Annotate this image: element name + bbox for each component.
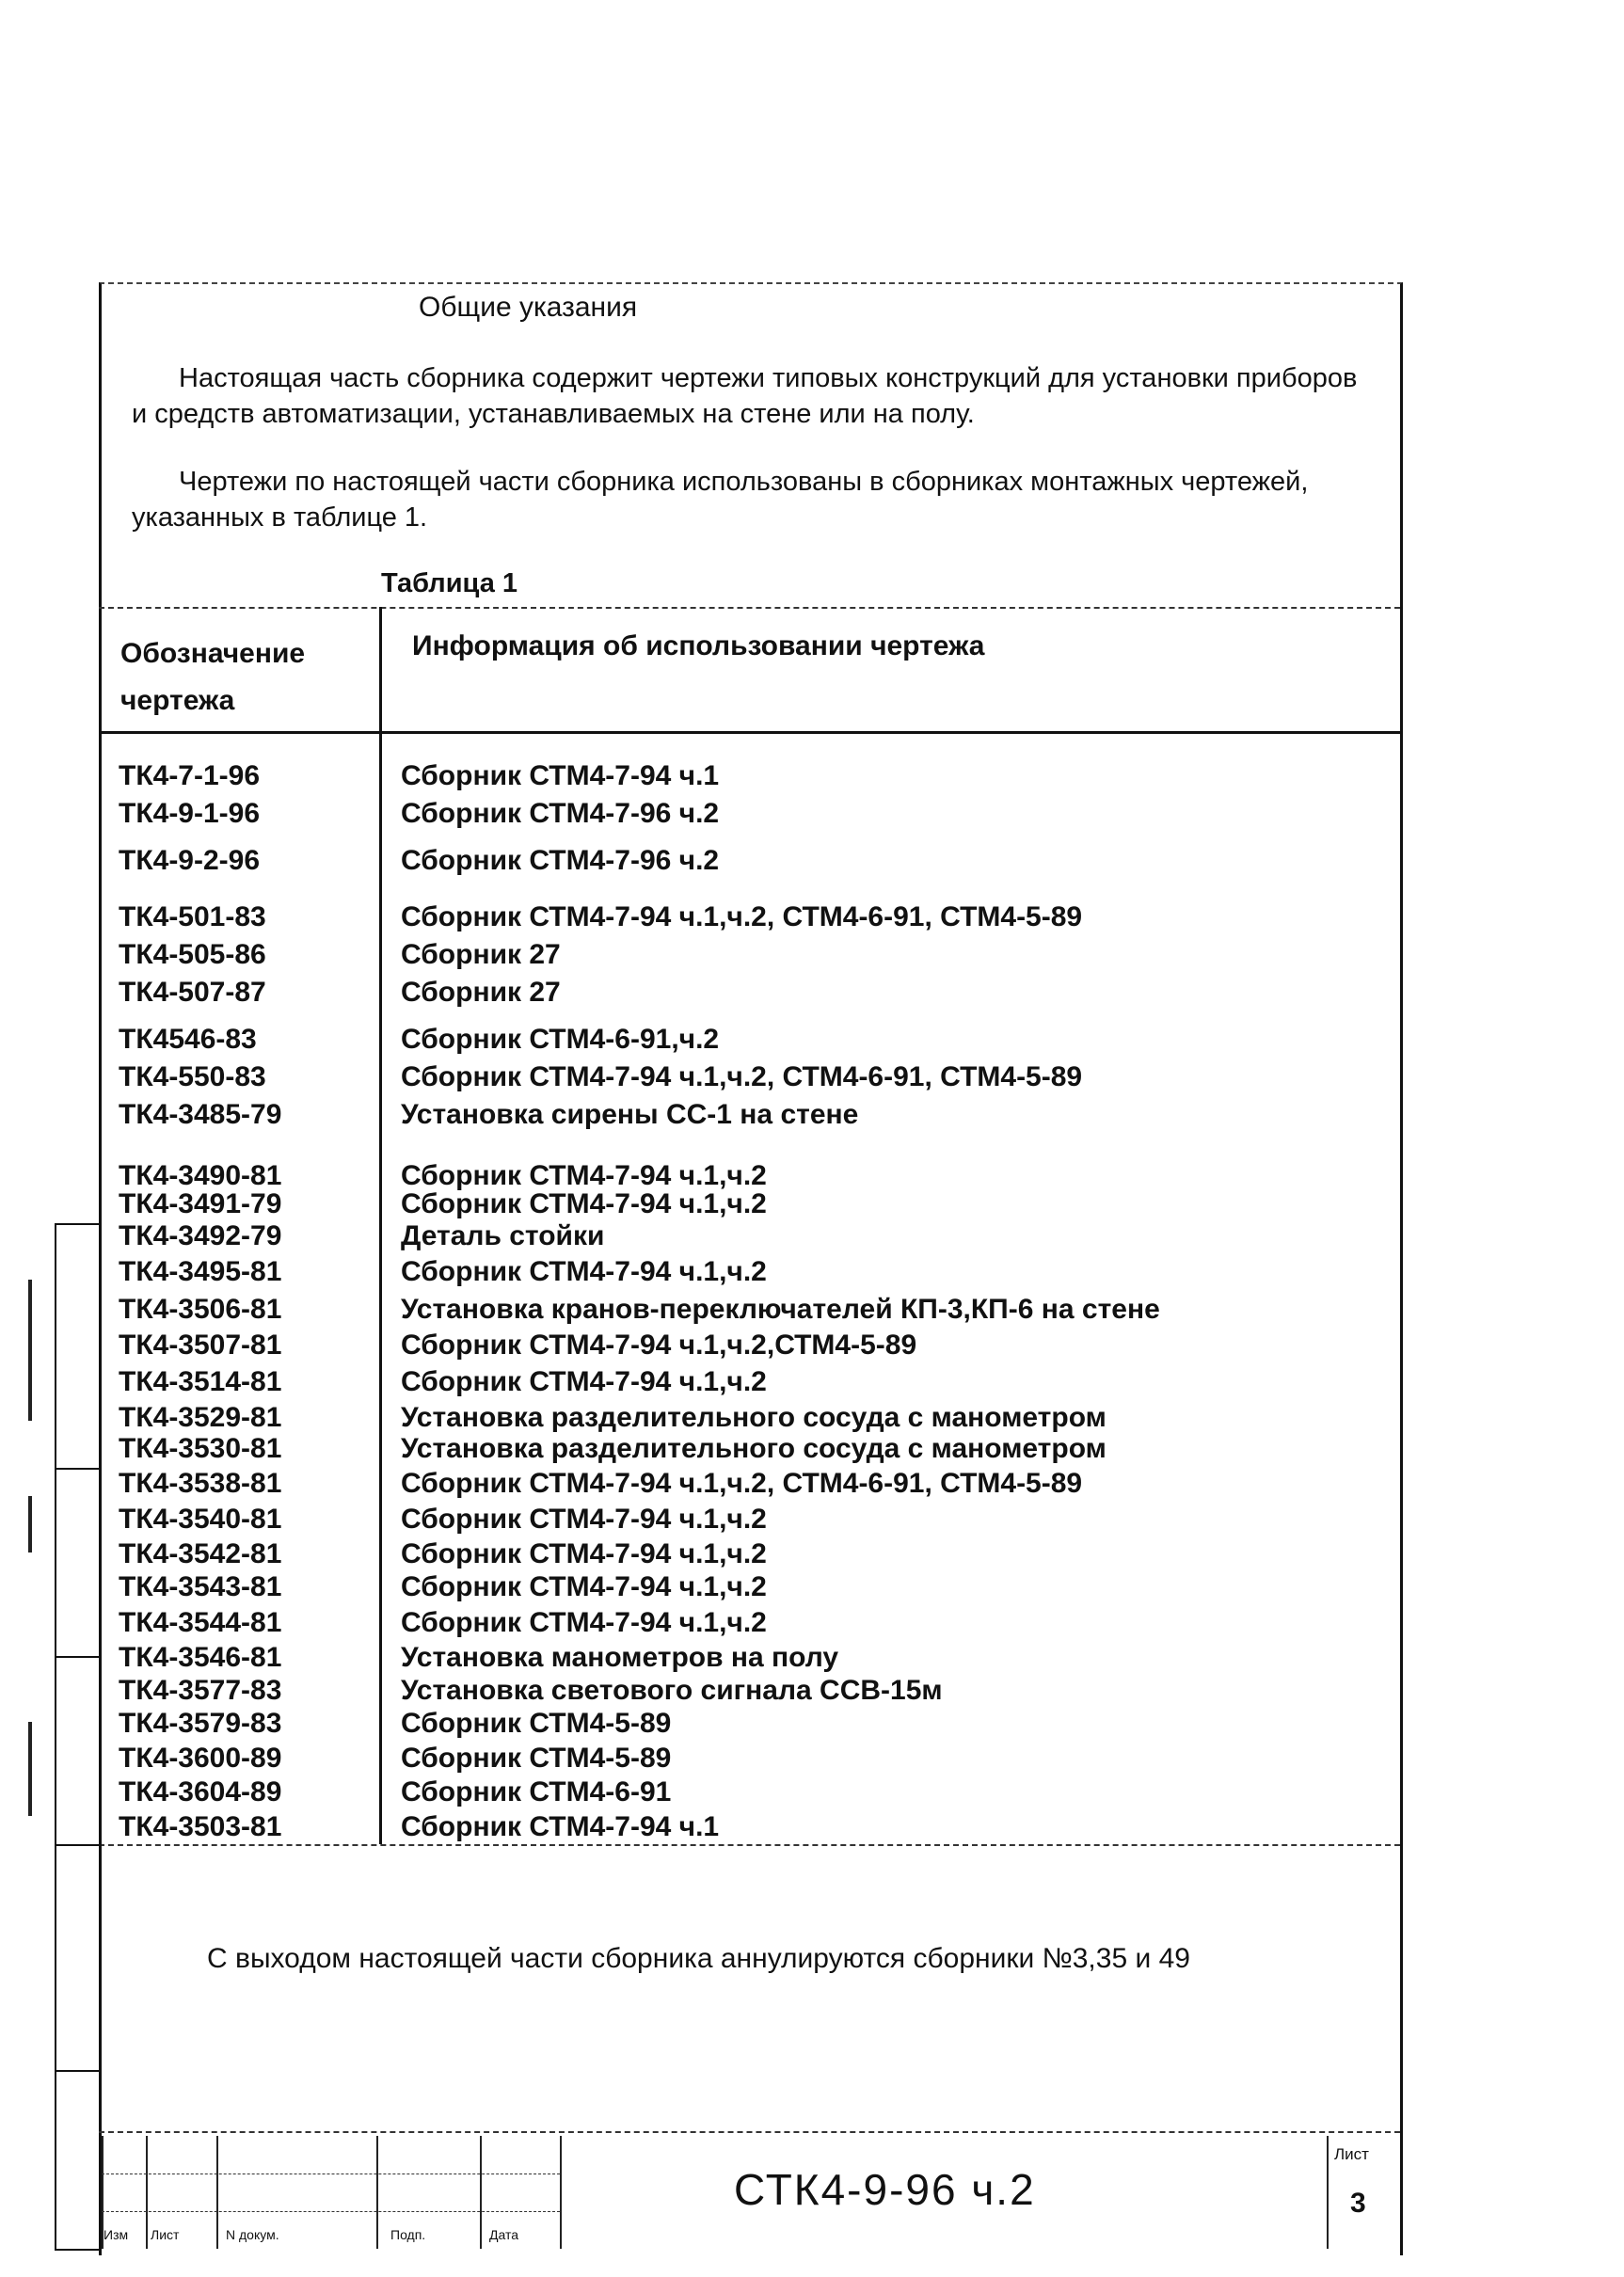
- table-top-border: [99, 607, 1400, 609]
- binding-margin-tick: [55, 2070, 102, 2072]
- table-row: [102, 1504, 1400, 1534]
- usage-info: Установка разделительного сосуда с манометром: [401, 1433, 1107, 1464]
- usage-info: Сборник СТМ4-7-94 ч.1,ч.2: [401, 1188, 767, 1219]
- usage-info: Установка светового сигнала ССВ-15м: [401, 1675, 943, 1706]
- table-row: [102, 1366, 1400, 1396]
- binding-margin-tick: [55, 1223, 102, 1225]
- table-row: [102, 901, 1400, 932]
- usage-info: Установка разделительного сосуда с манометром: [401, 1402, 1107, 1433]
- drawing-designation: ТК4-3579-83: [119, 1708, 282, 1739]
- drawing-designation: ТК4-3507-81: [119, 1330, 282, 1361]
- usage-info: Установка сирены СС-1 на стене: [401, 1099, 859, 1130]
- table-caption: Таблица 1: [381, 568, 518, 598]
- table-row: [102, 1330, 1400, 1360]
- usage-info: Сборник СТМ4-7-94 ч.1,ч.2: [401, 1538, 767, 1569]
- table-row: [102, 1571, 1400, 1601]
- drawing-designation: ТК4-3495-81: [119, 1256, 282, 1287]
- usage-info: Сборник 27: [401, 977, 561, 1008]
- drawing-designation: ТК4-3604-89: [119, 1776, 282, 1807]
- drawing-designation: ТК4-9-2-96: [119, 845, 261, 876]
- table-row: [102, 1024, 1400, 1054]
- stamp-label-date: Дата: [489, 2227, 519, 2242]
- table-row: [102, 1402, 1400, 1432]
- drawing-designation: ТК4-3543-81: [119, 1571, 282, 1602]
- title-block-cell: [480, 2136, 482, 2249]
- intro-paragraph-1: Настоящая часть сборника содержит чертежи типовых конструкций для установки приборов и средств автоматизации, устанавливаемых на стене или на полу.: [132, 363, 1358, 429]
- usage-info: Сборник СТМ4-6-91,ч.2: [401, 1024, 720, 1055]
- stamp-label-change: Изм: [103, 2227, 129, 2242]
- title-block-cell: [560, 2136, 562, 2249]
- table-row: [102, 1642, 1400, 1672]
- usage-info: Сборник СТМ4-5-89: [401, 1708, 672, 1739]
- table-row: [102, 1256, 1400, 1286]
- usage-info: Сборник СТМ4-7-94 ч.1,ч.2, СТМ4-6-91, СТМ4-5-89: [401, 1468, 1083, 1499]
- table-row: [102, 977, 1400, 1007]
- stamp-label-sheet: Лист: [151, 2227, 180, 2242]
- drawing-designation: ТК4-3544-81: [119, 1607, 282, 1638]
- usage-info: Сборник СТМ4-7-94 ч.1,ч.2: [401, 1256, 767, 1287]
- table-row: [102, 760, 1400, 790]
- sheet-label: Лист: [1334, 2145, 1369, 2163]
- drawing-designation: ТК4-3529-81: [119, 1402, 282, 1433]
- page-title: Общие указания: [419, 292, 638, 323]
- drawing-designation: ТК4-3530-81: [119, 1433, 282, 1464]
- drawing-designation: ТК4-3506-81: [119, 1294, 282, 1325]
- usage-info: Установка кранов-переключателей КП-3,КП-6 на стене: [401, 1294, 1160, 1325]
- stamp-label-doc-number: N докум.: [226, 2227, 279, 2242]
- usage-info: Сборник СТМ4-7-94 ч.1,ч.2, СТМ4-6-91, СТМ4-5-89: [401, 901, 1083, 932]
- title-block-row-line: [102, 2211, 560, 2212]
- drawing-designation: ТК4-3538-81: [119, 1468, 282, 1499]
- table-bottom-border: [99, 1844, 1400, 1846]
- drawing-designation: ТК4-3546-81: [119, 1642, 282, 1673]
- column-header-usage-info: Информация об использовании чертежа: [412, 630, 985, 661]
- binding-margin-tick: [55, 2249, 102, 2251]
- usage-info: Сборник СТМ4-7-94 ч.1,ч.2: [401, 1504, 767, 1535]
- binding-margin-mark: [28, 1722, 32, 1816]
- binding-margin-tick: [55, 1656, 102, 1658]
- usage-info: Установка манометров на полу: [401, 1642, 839, 1673]
- title-block-cell: [376, 2136, 378, 2249]
- column-header-designation: Обозначение чертежа: [120, 638, 306, 716]
- binding-margin-mark: [28, 1280, 32, 1421]
- table-row: [102, 1294, 1400, 1324]
- binding-margin-tick: [55, 1844, 102, 1846]
- document-code: СТК4-9-96 ч.2: [734, 2165, 1036, 2214]
- usage-info: Сборник СТМ4-6-91: [401, 1776, 672, 1807]
- binding-margin-tick: [55, 1468, 102, 1470]
- table-row: [102, 1160, 1400, 1190]
- usage-info: Сборник СТМ4-7-94 ч.1,ч.2: [401, 1571, 767, 1602]
- table-row: [102, 939, 1400, 969]
- usage-info: Сборник СТМ4-7-94 ч.1,ч.2: [401, 1160, 767, 1191]
- usage-info: Сборник СТМ4-7-94 ч.1,ч.2, СТМ4-6-91, СТМ4-5-89: [401, 1061, 1083, 1092]
- table-row: [102, 1061, 1400, 1091]
- table-row: [102, 1433, 1400, 1463]
- drawing-designation: ТК4-501-83: [119, 901, 266, 932]
- drawing-designation: ТК4-3514-81: [119, 1366, 282, 1397]
- table-row: [102, 798, 1400, 828]
- binding-margin-line: [55, 1223, 56, 2249]
- drawing-designation: ТК4-3485-79: [119, 1099, 282, 1130]
- usage-info: Сборник СТМ4-7-94 ч.1: [401, 760, 720, 791]
- usage-info: Сборник СТМ4-7-94 ч.1,ч.2: [401, 1607, 767, 1638]
- table-row: [102, 1607, 1400, 1637]
- drawing-designation: ТК4-3503-81: [119, 1811, 282, 1842]
- usage-info: Деталь стойки: [401, 1220, 605, 1251]
- drawing-designation: ТК4-505-86: [119, 939, 266, 970]
- drawing-designation: ТК4-3600-89: [119, 1743, 282, 1774]
- table-row: [102, 1776, 1400, 1807]
- table-row: [102, 1743, 1400, 1773]
- table-row: [102, 1538, 1400, 1568]
- title-block-cell: [216, 2136, 218, 2249]
- drawing-designation: ТК4-3491-79: [119, 1188, 282, 1219]
- table-row: [102, 1220, 1400, 1250]
- drawing-designation: ТК4-3540-81: [119, 1504, 282, 1535]
- usage-info: Сборник СТМ4-7-94 ч.1,ч.2,СТМ4-5-89: [401, 1330, 917, 1361]
- drawing-designation: ТК4-507-87: [119, 977, 266, 1008]
- drawing-designation: ТК4-550-83: [119, 1061, 266, 1092]
- stamp-label-signature: Подп.: [390, 2227, 426, 2242]
- drawing-designation: ТК4546-83: [119, 1024, 257, 1055]
- table-row: [102, 1099, 1400, 1129]
- drawing-designation: ТК4-9-1-96: [119, 798, 261, 829]
- table-row: [102, 845, 1400, 875]
- title-block-top-border: [99, 2131, 1400, 2133]
- usage-info: Сборник СТМ4-7-94 ч.1: [401, 1811, 720, 1842]
- table-header-separator: [102, 731, 1400, 734]
- table-row: [102, 1468, 1400, 1498]
- table-row: [102, 1811, 1400, 1841]
- title-block-cell: [146, 2136, 148, 2249]
- usage-info: Сборник СТМ4-5-89: [401, 1743, 672, 1774]
- table-row: [102, 1188, 1400, 1218]
- intro-paragraph-2: Чертежи по настоящей части сборника использованы в сборниках монтажных чертежей, указанных в таблице 1.: [132, 467, 1309, 533]
- drawing-designation: ТК4-3577-83: [119, 1675, 282, 1706]
- table-row: [102, 1708, 1400, 1738]
- usage-info: Сборник СТМ4-7-94 ч.1,ч.2: [401, 1366, 767, 1397]
- usage-info: Сборник СТМ4-7-96 ч.2: [401, 845, 720, 876]
- drawing-designation: ТК4-7-1-96: [119, 760, 261, 791]
- drawing-designation: ТК4-3492-79: [119, 1220, 282, 1251]
- drawing-designation: ТК4-3490-81: [119, 1160, 282, 1191]
- usage-info: Сборник СТМ4-7-96 ч.2: [401, 798, 720, 829]
- table-row: [102, 1675, 1400, 1705]
- binding-margin-mark: [28, 1496, 32, 1552]
- drawing-designation: ТК4-3542-81: [119, 1538, 282, 1569]
- sheet-number: 3: [1350, 2188, 1366, 2219]
- usage-info: Сборник 27: [401, 939, 561, 970]
- annulment-note: С выходом настоящей части сборника аннулируются сборники №3,35 и 49: [207, 1943, 1190, 1974]
